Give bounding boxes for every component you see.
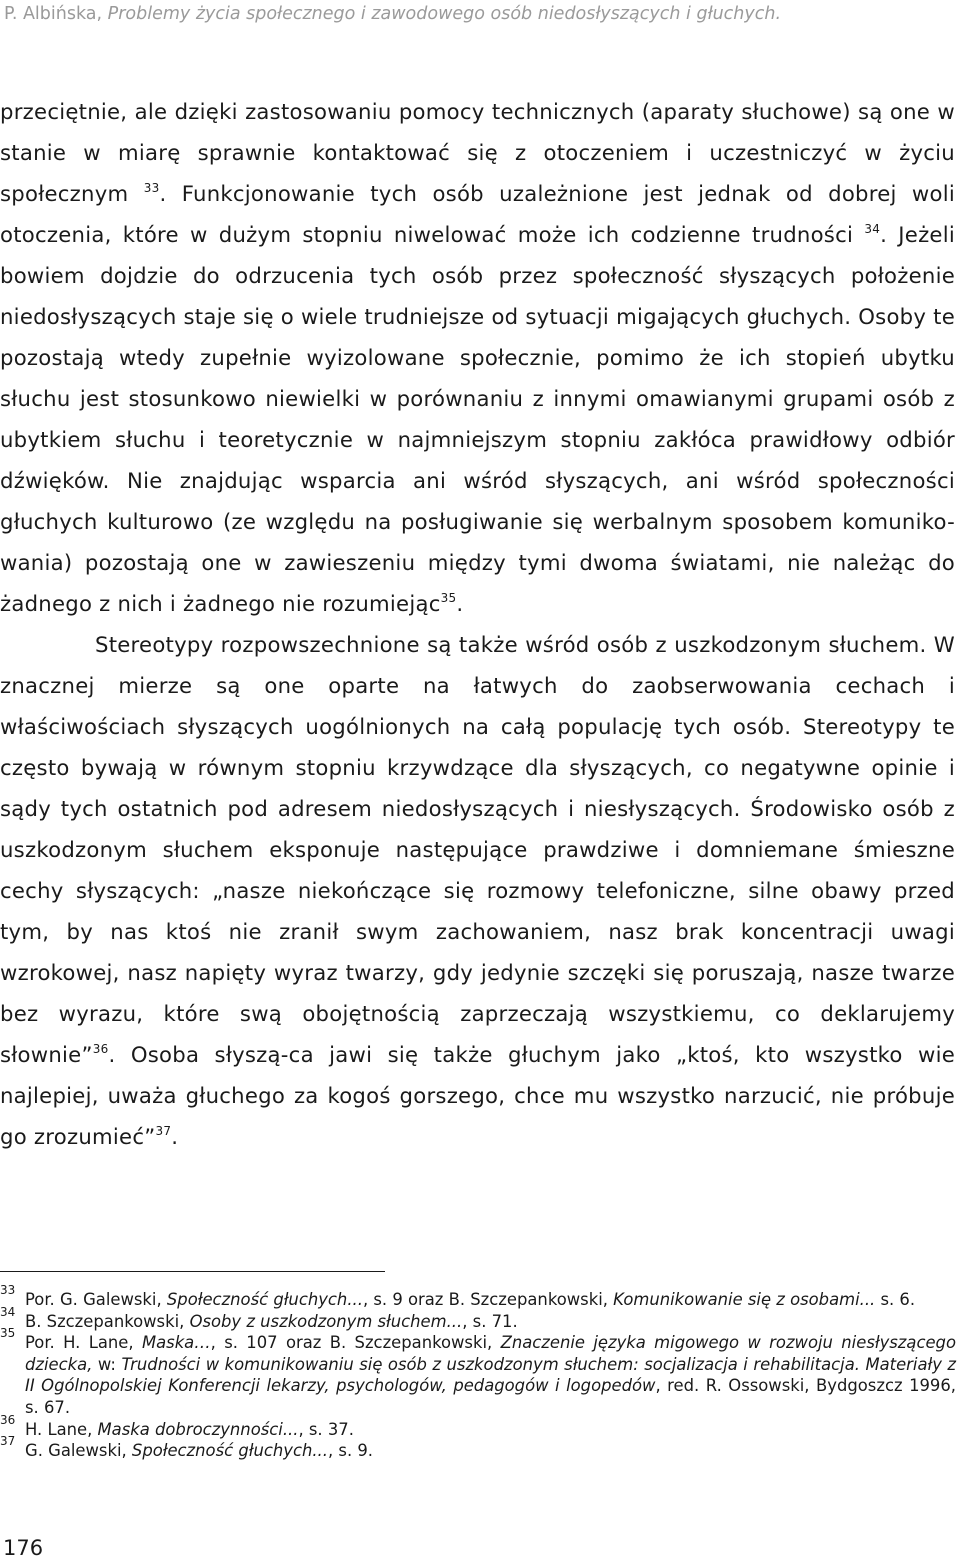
footnote-text: G. Galewski,	[25, 1441, 132, 1461]
footnote-separator	[0, 1271, 385, 1272]
footnote-title: Społeczność głuchych...	[131, 1441, 328, 1461]
footnote-number: 36	[0, 1412, 16, 1427]
footnote	[0, 1304, 956, 1333]
footnote-title: Komunikowanie się z osobami...	[613, 1290, 876, 1309]
footnote	[0, 1412, 956, 1441]
paragraph	[0, 624, 955, 1157]
paragraph	[0, 91, 955, 624]
running-header	[4, 3, 956, 25]
footnote-number: 34	[0, 1304, 16, 1319]
footnote-number: 37	[0, 1434, 16, 1449]
footnote-title: Znaczenie języka migowego w rozwoju niesłyszącego dziecka,	[25, 1333, 956, 1374]
header-author: P. Albińska,	[4, 4, 108, 24]
footnote-ref[interactable]: 36	[92, 1042, 109, 1056]
footnote-text: B. Szczepankowski,	[25, 1311, 190, 1331]
footnote	[0, 1326, 956, 1418]
footnote-text: , s. 9 oraz B. Szczepankowski,	[362, 1290, 614, 1309]
footnote-text: s. 6.	[875, 1290, 916, 1309]
paragraph-text: .	[456, 591, 464, 616]
footnote-text: Por. H. Lane,	[25, 1333, 142, 1353]
paragraph-text: . Funkcjonowanie tych osób uzależnione jest jednak od dobrej woli otoczenia, które w dużym stopniu niwelować może ich codzienne trudności	[0, 181, 955, 247]
paragraph-text: . Jeżeli bowiem dojdzie do odrzucenia tych osób przez społeczność słyszących położenie niedosłyszących staje się o wiele trudniejsze od sytuacji migających głuchych. Osoby te pozostają wtedy zupełnie wyizolowane społecznie, pomimo że ich stopień ubytku słuchu jest stosunkowo niewielki w porównaniu z innymi omawianymi grupami osób z ubytkiem słuchu i teoretycznie w najmniejszym stopniu zakłóca prawidłowy odbiór dźwięków. Nie znajdując wsparcia ani wśród słyszących, ani wśród społeczności głuchych kulturowo (ze względu na posługiwanie się werbalnym sposobem komuniko-wania) pozostają one w zawieszeniu między tymi dwoma światami, nie należąc do żadnego z nich i żadnego nie rozumiejąc	[0, 222, 955, 616]
footnote-title: Społeczność głuchych...	[166, 1290, 363, 1309]
header-title: Problemy życia społecznego i zawodowego osób niedosłyszących i głuchych.	[107, 4, 782, 24]
footnote-text: , red. R. Ossowski, Bydgoszcz 1996, s. 67.	[25, 1376, 956, 1417]
paragraph-text: . Osoba słyszą-ca jawi się także głuchym jako „ktoś, kto wszystko wie najlepiej, uważa głuchego za kogoś gorszego, chce mu wszystko narzucić, nie próbuje go zrozumieć”	[0, 1042, 955, 1149]
footnote-title: Maska…	[141, 1333, 211, 1353]
footnote	[0, 1283, 956, 1311]
footnote-title: Trudności w komunikowaniu się osób z uszkodzonym słuchem: socjalizacja i rehabilitacja. Materiały z II Ogólnopolskiej Konferencji lekarzy, psychologów, pedagogów i logopedów	[25, 1354, 956, 1396]
footnote-ref[interactable]: 35	[440, 591, 457, 605]
footnote-number: 35	[0, 1326, 16, 1341]
paragraph-text: Stereotypy rozpowszechnione są także wśród osób z uszkodzonym słuchem. W znacznej mierze są one oparte na łatwych do zaobserwowania cechach i właściwościach słyszących uogólnionych na całą populację tych osób. Stereotypy te często bywają w równym stopniu krzywdzące dla słyszących, co negatywne opinie i sądy tych ostatnich pod adresem niedosłyszących i niesłyszących. Środowisko osób z uszkodzonym słuchem eksponuje następujące prawdziwe i domniemane śmieszne cechy słyszących: „nasze niekończące się rozmowy telefoniczne, silne obawy przed tym, by nas ktoś nie zranił swym zachowaniem, nasz brak koncentracji uwagi wzrokowej, nasz napięty wyraz twarzy, gdy jedynie szczęki się poruszają, nasze twarze bez wyrazu, które swą obojętnością zaprzeczają wszystkiemu, co deklarujemy słownie”	[0, 632, 955, 1067]
paragraph-text: przeciętnie, ale dzięki zastosowaniu pomocy technicznych (aparaty słuchowe) są one w stanie w miarę sprawnie kontaktować się z otoczeniem i uczestniczyć w życiu społecznym	[0, 99, 955, 206]
footnote-text: , s. 107 oraz B. Szczepankowski,	[210, 1333, 501, 1353]
footnotes	[0, 1283, 956, 1462]
footnote-text: , s. 71.	[462, 1311, 518, 1331]
footnote-number: 33	[0, 1283, 16, 1297]
footnote-text: Por. G. Galewski,	[25, 1290, 167, 1309]
paragraph-text: .	[171, 1124, 179, 1149]
footnote-ref[interactable]: 37	[155, 1124, 172, 1138]
main-text	[0, 91, 955, 1157]
footnote-text: H. Lane,	[25, 1419, 98, 1439]
page-number: 176	[3, 1536, 44, 1560]
footnote-text: , s. 37.	[298, 1419, 354, 1439]
footnote	[0, 1434, 956, 1462]
footnote-title: Maska dobroczynności...	[97, 1419, 299, 1439]
footnote-ref[interactable]: 33	[143, 181, 160, 195]
footnote-text: w:	[92, 1354, 122, 1374]
footnote-ref[interactable]: 34	[864, 222, 881, 236]
footnote-text: , s. 9.	[327, 1441, 374, 1461]
footnote-title: Osoby z uszkodzonym słuchem...	[189, 1311, 463, 1331]
